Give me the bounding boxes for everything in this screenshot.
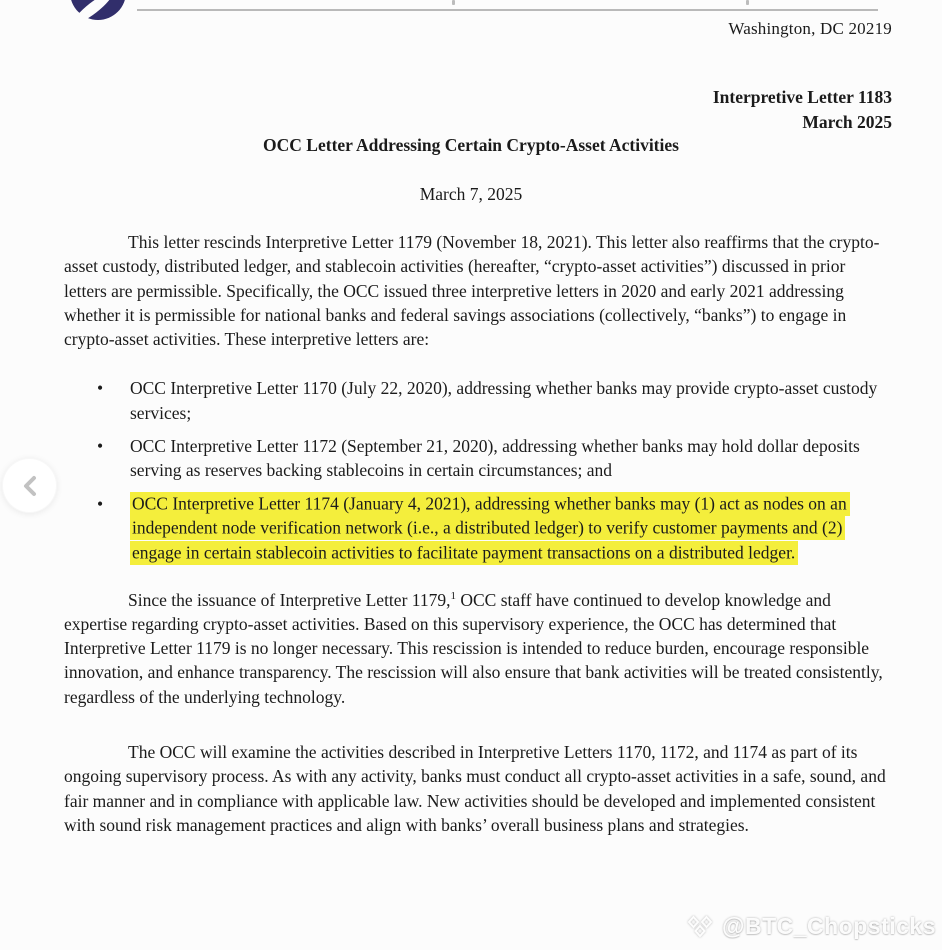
paragraph-1: This letter rescinds Interpretive Letter 1179 (November 18, 2021). This letter also reaffirms that the crypto-asset custody, distributed ledger, and stablecoin activities (hereafter, “crypto-asset activities”) discussed in prior letters are permissible. Specifically, the OCC issued three interpretive letters in 2020 and early 2021 addressing whether it is permissible for national banks and federal savings associations (collectively, “banks”) to engage in crypto-asset activities. These interpretive letters are:	[64, 232, 880, 350]
list-item	[64, 492, 890, 565]
watermark	[685, 913, 936, 940]
letterhead-divider	[137, 9, 878, 11]
letter-id: Interpretive Letter 1183	[712, 87, 892, 107]
paragraph-2	[64, 588, 890, 709]
document-title: OCC Letter Addressing Certain Crypto-Asset Activities	[263, 135, 679, 155]
bullet-icon: •	[97, 436, 104, 457]
document-body	[64, 230, 890, 837]
watermark-handle: @BTC_Chopsticks	[722, 913, 936, 939]
chevron-left-icon	[21, 475, 39, 497]
document-date: March 7, 2025	[419, 184, 523, 204]
carousel-previous-button[interactable]	[2, 458, 57, 513]
list-item	[64, 434, 890, 483]
cropped-letterhead-text	[746, 0, 749, 5]
interpretive-letters-list	[64, 376, 890, 564]
bullet-icon: •	[97, 493, 104, 514]
paragraph-2-text: OCC staff have continued to develop knowledge and expertise regarding crypto-asset activities. Based on this supervisory experience, the OCC has determined that Interpretive Letter 1179 is no longer necessary. This rescission is intended to reduce burden, encourage responsible innovation, and enhance transparency. The rescission will also ensure that bank activities will be treated consistently, regardless of the underlying technology.	[64, 589, 883, 707]
paragraph-3: The OCC will examine the activities described in Interpretive Letters 1170, 1172, and 1174 as part of its ongoing supervisory process. As with any activity, banks must conduct all crypto-asset activities in a safe, sound, and fair manner and in compliance with applicable law. New activities should be developed and implemented consistent with sound risk management practices and align with banks’ overall business plans and strategies.	[64, 742, 886, 835]
list-item-text: OCC Interpretive Letter 1170 (July 22, 2020), addressing whether banks may provide crypto-asset custody services;	[130, 378, 878, 423]
occ-logo-icon	[70, 0, 126, 20]
diamonds-watermark-icon	[685, 914, 715, 940]
cropped-letterhead-text	[452, 0, 455, 5]
letter-id-block	[713, 85, 892, 135]
list-item-text: OCC Interpretive Letter 1172 (September 21, 2020), addressing whether banks may hold dollar deposits serving as reserves backing stablecoins in certain circumstances; and	[130, 436, 860, 481]
bullet-icon: •	[97, 378, 104, 399]
letter-month: March 2025	[802, 112, 892, 132]
list-item	[64, 376, 890, 425]
list-item-text-highlighted: OCC Interpretive Letter 1174 (January 4, 2021), addressing whether banks may (1) act as nodes on an independent node verification network (i.e., a distributed ledger) to verify customer payments and (2) engage in certain stablecoin activities to facilitate payment transactions on a distributed ledger.	[130, 492, 850, 565]
paragraph-2-text: Since the issuance of Interpretive Letter 1179,	[128, 589, 451, 610]
letterhead-address: Washington, DC 20219	[728, 19, 892, 38]
footnote-marker: 1	[450, 589, 456, 602]
